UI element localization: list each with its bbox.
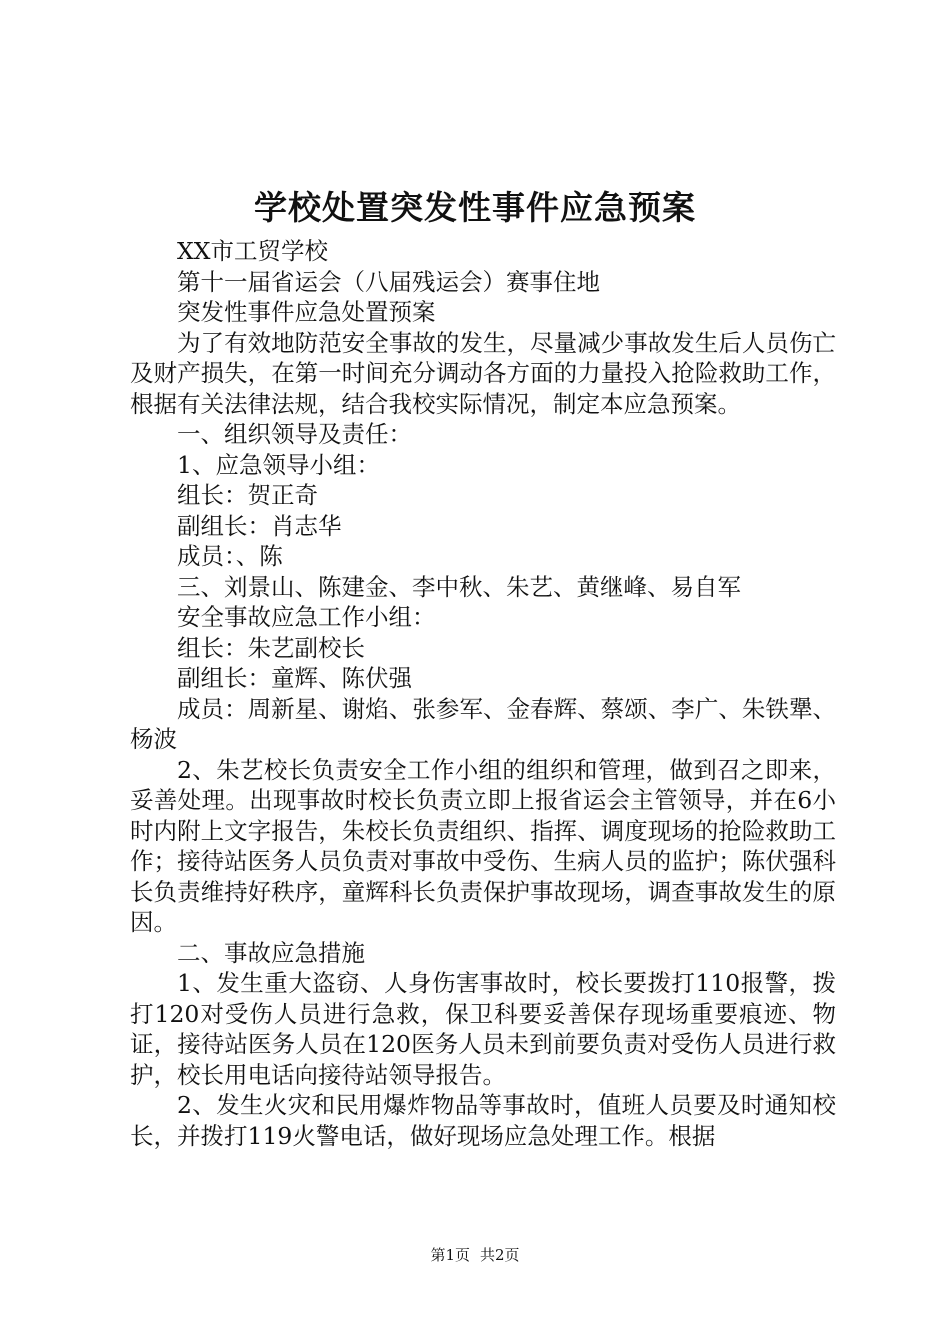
paragraph-plan-name: 突发性事件应急处置预案 <box>177 298 436 326</box>
paragraph-intro: 为了有效地防范安全事故的发生，尽量减少事故发生后人员伤亡及财产损失，在第一时间充分调动各方面的力量投入抢险救助工作，根据有关法律法规，结合我校实际情况，制定本应急预案。 <box>130 328 836 418</box>
paragraph-measure-fire: 2、发生火灾和民用爆炸物品等事故时，值班人员要及时通知校长，并拨打119火警电话，做好现场应急处理工作。根据 <box>130 1091 836 1150</box>
paragraph-responsibilities: 2、朱艺校长负责安全工作小组的组织和管理，做到召之即来，妥善处理。出现事故时校长负责立即上报省运会主管领导，并在6小时内附上文字报告，朱校长负责组织、指挥、调度现场的抢险救助工作；接待站医务人员负责对事故中受伤、生病人员的监护；陈伏强科长负责维持好秩序，童辉科长负责保护事故现场，调查事故发生的原因。 <box>130 755 836 936</box>
paragraph-school-name: XX市工贸学校 <box>177 237 328 265</box>
subsection-leadership-group: 1、应急领导小组： <box>177 450 380 479</box>
page-number: 第1页 <box>430 1246 470 1264</box>
deputy-leader-line: 副组长：肖志华 <box>177 511 342 540</box>
members-continued-line: 三、刘景山、陈建金、李中秋、朱艺、黄继峰、易自军 <box>177 572 741 601</box>
subsection-working-group: 安全事故应急工作小组： <box>177 603 436 631</box>
page-footer <box>0 1244 950 1266</box>
leader-line: 组长：贺正奇 <box>177 481 318 509</box>
document-title: 学校处置突发性事件应急预案 <box>254 188 696 227</box>
section-heading-measures: 二、事故应急措施 <box>177 938 365 967</box>
members-line: 成员：、陈 <box>177 542 283 570</box>
paragraph-venue: 第十一届省运会（八届残运会）赛事住地 <box>177 267 600 296</box>
working-group-leader-line: 组长：朱艺副校长 <box>177 633 365 662</box>
section-heading-organization: 一、组织领导及责任： <box>177 420 412 448</box>
working-group-deputy-line: 副组长：童辉、陈伏强 <box>177 664 412 692</box>
document-body <box>130 236 836 1151</box>
working-group-members-line: 成员：周新星、谢焰、张参军、金春辉、蔡颂、李广、朱铁犟、杨波 <box>130 694 836 753</box>
page-total: 共2页 <box>480 1246 520 1264</box>
paragraph-measure-theft: 1、发生重大盗窃、人身伤害事故时，校长要拨打110报警，拨打120对受伤人员进行急救，保卫科要妥善保存现场重要痕迹、物证，接待站医务人员在120医务人员未到前要负责对受伤人员进行救护，校长用电话向接待站领导报告。 <box>130 969 836 1089</box>
